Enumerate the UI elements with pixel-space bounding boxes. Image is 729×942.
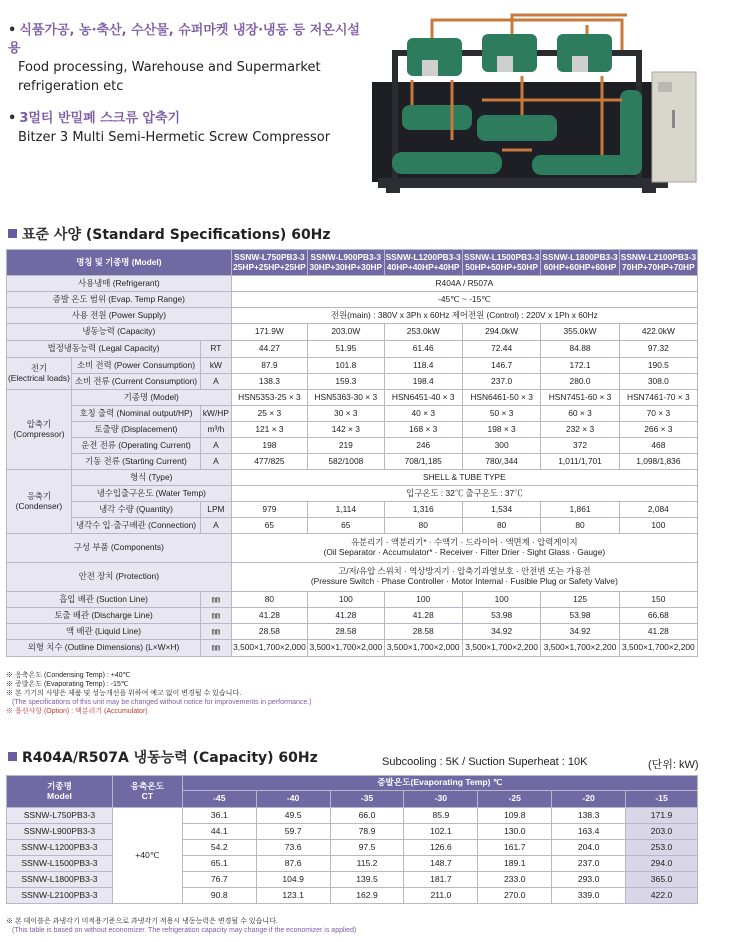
table-cell: 253.0 [626,840,698,856]
table-cell: 189.1 [478,856,552,872]
table-cell: 80 [462,518,540,534]
table-cell: 3,500×1,700×2,200 [462,640,540,657]
table-cell: 운전 전류 (Operating Current) [71,438,200,454]
cap-ct-value: +40℃ [112,808,182,904]
table-cell: 44.27 [231,341,307,358]
table-cell: 소비 전류 (Current Consumption) [71,374,200,390]
table-cell: 253.0kW [384,324,462,341]
table-cell: 토출량 (Displacement) [71,422,200,438]
bullet-1-en-line2: refrigeration etc [18,79,124,94]
table-cell: 53.98 [462,608,540,624]
table-cell: 339.0 [552,888,626,904]
table-cell: 138.3 [231,374,307,390]
table-cell: 2,084 [619,502,697,518]
table-cell: 422.0 [626,888,698,904]
table-cell: 유분리기 · 액분리기* · 수액기 · 드라이어 · 액면계 · 압력게이지 (Oil Separator · Accumulator* · Receiver · Filter Drier · Sight Glass · Gauge) [231,534,697,563]
bullet-1-en-line1: Food processing, Warehouse and Supermarket [18,60,321,75]
table-cell: 171.9W [231,324,307,341]
cap-model-header: 기종명 Model [7,776,113,808]
table-cell: 49.5 [256,808,330,824]
table-row [7,824,698,840]
table-cell: 161.7 [478,840,552,856]
spec-row-liquid [7,624,698,640]
table-cell: 300 [462,438,540,454]
table-header-cell: -45 [182,791,256,808]
intro [8,22,368,147]
table-cell: 198.4 [384,374,462,390]
table-cell: A [201,438,232,454]
spec-row-refrigerant [7,276,698,292]
table-cell: kW [201,358,232,374]
spec-row-operating-current [7,438,698,454]
table-cell: 100 [308,592,384,608]
table-cell: 708/1,185 [384,454,462,470]
table-cell: 구성 부품 (Components) [7,534,232,563]
table-cell: 138.3 [552,808,626,824]
table-cell: ㎜ [201,624,232,640]
table-cell: 외형 치수 (Outline Dimensions) (L×W×H) [7,640,201,657]
table-cell: SSNW-L1200PB3-3 [7,840,113,856]
spec-model-header: SSNW-L2100PB3-3 70HP+70HP+70HP [619,250,697,276]
table-cell: 51.95 [308,341,384,358]
table-cell: SSNW-L1800PB3-3 [7,872,113,888]
table-cell: 146.7 [462,358,540,374]
table-cell: 100 [462,592,540,608]
table-cell: 232 × 3 [541,422,619,438]
table-cell: RT [201,341,232,358]
table-cell: SSNW-L2100PB3-3 [7,888,113,904]
table-header-cell: -30 [404,791,478,808]
spec-row-dimensions [7,640,698,657]
table-cell: 증발 온도 범위 (Evap. Temp Range) [7,292,232,308]
spec-row-cond-type [7,470,698,486]
square-bullet-icon [8,752,17,761]
compressor-group: 압축기 (Compressor) [7,390,72,470]
spec-model-header: SSNW-L1800PB3-3 60HP+60HP+60HP [541,250,619,276]
table-row [7,808,698,824]
table-cell: 190.5 [619,358,697,374]
table-cell: 25 × 3 [231,406,307,422]
table-cell: 30 × 3 [308,406,384,422]
table-cell: 형식 (Type) [71,470,231,486]
table-cell: SSNW-L900PB3-3 [7,824,113,840]
table-cell: HSN6461-50 × 3 [462,390,540,406]
capacity-section-title: R404A/R507A 냉동능력 (Capacity) 60Hz [8,747,318,767]
table-cell: SSNW-L750PB3-3 [7,808,113,824]
table-cell: 100 [619,518,697,534]
table-cell: 59.7 [256,824,330,840]
table-cell: 582/1008 [308,454,384,470]
spec-row-current-consumption [7,374,698,390]
table-cell: 80 [231,592,307,608]
table-cell: 80 [541,518,619,534]
table-cell: 142 × 3 [308,422,384,438]
table-cell: 270.0 [478,888,552,904]
spec-row-evap [7,292,698,308]
table-cell: 냉수입출구온도 (Water Temp) [71,486,231,502]
table-cell: 입구온도 : 32℃ 출구온도 : 37℃ [231,486,697,502]
table-cell: 76.7 [182,872,256,888]
table-cell: 204.0 [552,840,626,856]
table-cell: 28.58 [231,624,307,640]
table-cell: 115.2 [330,856,404,872]
table-cell: 80 [384,518,462,534]
table-cell: 40 × 3 [384,406,462,422]
table-cell: 냉각수 입·출구배관 (Connection) [71,518,200,534]
table-header-cell: -35 [330,791,404,808]
table-cell: 41.28 [231,608,307,624]
table-cell: HSN5353-25 × 3 [231,390,307,406]
table-cell: 125 [541,592,619,608]
table-cell: 3,500×1,700×2,200 [541,640,619,657]
spec-row-capacity [7,324,698,341]
table-cell: 237.0 [462,374,540,390]
table-cell: 100 [384,592,462,608]
table-cell: 87.6 [256,856,330,872]
table-cell: 1,316 [384,502,462,518]
table-cell: 3,500×1,700×2,000 [308,640,384,657]
table-cell: 121 × 3 [231,422,307,438]
table-cell: HSN5363-30 × 3 [308,390,384,406]
table-cell: ㎜ [201,608,232,624]
spec-notes: ※ 응축온도 (Condensing Temp) : +40℃ ※ 증발온도 (Evaporating Temp) : -15℃ ※ 본 기기의 사양은 제품 및 성능개선을 위하여 예고 없이 변경될 수 있습니다. (The specifications of this unit may be changed without notice for improvements in performance.) ※ 옵션사항 (Option) : 액분리기 (Accumulator) [6,672,312,715]
spec-model-header: SSNW-L900PB3-3 30HP+30HP+30HP [308,250,384,276]
table-cell: 97.32 [619,341,697,358]
cap-evap-header: 증발온도(Evaporating Temp) ℃ [182,776,697,791]
capacity-subtitle: Subcooling : 5K / Suction Superheat : 10K [382,756,588,768]
table-cell: HSN7451-60 × 3 [541,390,619,406]
table-cell: 150 [619,592,697,608]
table-cell: 기동 전류 (Starting Current) [71,454,200,470]
table-cell: A [201,374,232,390]
table-cell: 85.9 [404,808,478,824]
table-cell: 냉각 수량 (Quantity) [71,502,200,518]
capacity-notes: ※ 본 데이블은 과냉각기 미적용기준으로 과냉각기 적용시 냉동능력은 변경될 수 있습니다. (This table is based on without economizer. The refrigeration capacity may change if the economizer is applied) [6,918,357,934]
table-cell: 44.1 [182,824,256,840]
table-cell: 28.58 [308,624,384,640]
table-cell: HSN7461-70 × 3 [619,390,697,406]
table-cell: 28.58 [384,624,462,640]
table-cell: 308.0 [619,374,697,390]
spec-model-header: SSNW-L1500PB3-3 50HP+50HP+50HP [462,250,540,276]
spec-row-components [7,534,698,563]
table-cell: A [201,454,232,470]
table-cell: 97.5 [330,840,404,856]
table-cell: 172.1 [541,358,619,374]
table-cell: 61.46 [384,341,462,358]
table-cell: SHELL & TUBE TYPE [231,470,697,486]
table-cell: 84.88 [541,341,619,358]
capacity-unit: (단위: kW) [648,759,699,771]
table-cell: 36.1 [182,808,256,824]
condenser-group: 응축기 (Condenser) [7,470,72,534]
table-cell: 372 [541,438,619,454]
table-row [7,840,698,856]
table-cell: 219 [308,438,384,454]
cap-ct-header: 응축온도 CT [112,776,182,808]
table-row [7,856,698,872]
spec-header-label: 명칭 및 기종명 (Model) [7,250,232,276]
table-cell: 198 [231,438,307,454]
table-cell: 1,114 [308,502,384,518]
spec-row-discharge [7,608,698,624]
table-header-cell: -20 [552,791,626,808]
spec-row-power [7,308,698,324]
table-cell: 109.8 [478,808,552,824]
table-cell: 41.28 [308,608,384,624]
table-cell: 162.9 [330,888,404,904]
table-cell: 233.0 [478,872,552,888]
table-cell: 1,534 [462,502,540,518]
spec-row-protection [7,563,698,592]
table-cell: 280.0 [541,374,619,390]
table-cell: 호칭 출력 (Nominal output/HP) [71,406,200,422]
table-header-cell: -40 [256,791,330,808]
table-cell: LPM [201,502,232,518]
table-cell: 3,500×1,700×2,000 [384,640,462,657]
table-cell: 422.0kW [619,324,697,341]
cap-header-row-1 [7,776,698,791]
table-cell: 102.1 [404,824,478,840]
table-cell: 토출 배관 (Discharge Line) [7,608,201,624]
table-cell: 41.28 [619,624,697,640]
table-cell: 소비 전력 (Power Consumption) [71,358,200,374]
table-cell: kW/HP [201,406,232,422]
table-cell: 34.92 [462,624,540,640]
table-cell: 126.6 [404,840,478,856]
table-cell: 780/,344 [462,454,540,470]
spec-row-suction [7,592,698,608]
table-cell: 41.28 [384,608,462,624]
table-cell: 65 [231,518,307,534]
table-cell: SSNW-L1500PB3-3 [7,856,113,872]
table-cell: 냉동능력 (Capacity) [7,324,232,341]
bullet-2-ko: • 3멀티 반밀폐 스크류 압축기 [8,111,181,126]
table-cell: 고/저/유압 스위치 · 역상방지기 · 압축기과열보호 · 안전변 또는 가용전 (Pressure Switch · Phase Controller · Motor Internal · Fusible Plug or Safety Valve) [231,563,697,592]
table-cell: 87.9 [231,358,307,374]
table-cell: 266 × 3 [619,422,697,438]
spec-row-power-consumption [7,358,698,374]
table-cell: HSN6451-40 × 3 [384,390,462,406]
table-cell: 법정냉동능력 (Legal Capacity) [7,341,201,358]
table-cell: 1,011/1,701 [541,454,619,470]
table-cell: 73.6 [256,840,330,856]
table-cell: 흡입 배관 (Suction Line) [7,592,201,608]
bullet-2-en: Bitzer 3 Multi Semi-Hermetic Screw Compressor [18,130,331,145]
spec-row-nominal [7,406,698,422]
table-cell: 사용냉매 (Refrigerant) [7,276,232,292]
table-cell: ㎜ [201,640,232,657]
table-cell: 468 [619,438,697,454]
table-cell: 3,500×1,700×2,000 [231,640,307,657]
table-cell: 34.92 [541,624,619,640]
table-cell: 211.0 [404,888,478,904]
table-cell: 104.9 [256,872,330,888]
table-cell: 65.1 [182,856,256,872]
table-cell: 전원(main) : 380V x 3Ph x 60Hz 제어전원 (Control) : 220V x 1Ph x 60Hz [231,308,697,324]
table-cell: 293.0 [552,872,626,888]
spec-model-header: SSNW-L750PB3-3 25HP+25HP+25HP [231,250,307,276]
spec-row-starting-current [7,454,698,470]
spec-row-comp-model [7,390,698,406]
table-header-cell: -15 [626,791,698,808]
table-cell: A [201,518,232,534]
table-row [7,888,698,904]
table-cell: 66.0 [330,808,404,824]
table-cell: 기종명 (Model) [71,390,231,406]
table-cell: 181.7 [404,872,478,888]
table-cell: 사용 전원 (Power Supply) [7,308,232,324]
table-cell: 78.9 [330,824,404,840]
spec-header-row [7,250,698,276]
table-cell: 979 [231,502,307,518]
table-cell: 246 [384,438,462,454]
spec-row-connection [7,518,698,534]
table-cell: 70 × 3 [619,406,697,422]
table-cell: 365.0 [626,872,698,888]
compressor-unit-image [372,10,702,195]
spec-row-water-temp [7,486,698,502]
table-cell: 1,861 [541,502,619,518]
table-cell: 130.0 [478,824,552,840]
table-cell: 203.0 [626,824,698,840]
spec-row-displacement [7,422,698,438]
table-cell: 72.44 [462,341,540,358]
table-cell: 294.0kW [462,324,540,341]
table-cell: 65 [308,518,384,534]
square-bullet-icon [8,229,17,238]
table-cell: 163.4 [552,824,626,840]
table-cell: 148.7 [404,856,478,872]
table-cell: 90.8 [182,888,256,904]
table-cell: 203.0W [308,324,384,341]
spec-section-title: 표준 사양 (Standard Specifications) 60Hz [8,224,331,244]
table-cell: 1,098/1,836 [619,454,697,470]
table-cell: 50 × 3 [462,406,540,422]
table-cell: 477/825 [231,454,307,470]
table-cell: 198 × 3 [462,422,540,438]
capacity-table [6,775,698,904]
table-cell: 3,500×1,700×2,200 [619,640,697,657]
table-row [7,872,698,888]
table-cell: 118.4 [384,358,462,374]
table-cell: 54.2 [182,840,256,856]
table-header-cell: -25 [478,791,552,808]
table-cell: 171.9 [626,808,698,824]
table-cell: 237.0 [552,856,626,872]
spec-row-quantity [7,502,698,518]
table-cell: 53.98 [541,608,619,624]
table-cell: 139.5 [330,872,404,888]
elec-group: 전기 (Electrical loads) [7,358,72,390]
spec-row-legal [7,341,698,358]
table-cell: 159.3 [308,374,384,390]
table-cell: 294.0 [626,856,698,872]
table-cell: 66.68 [619,608,697,624]
spec-model-header: SSNW-L1200PB3-3 40HP+40HP+40HP [384,250,462,276]
spec-table [6,249,698,657]
table-cell: 안전 장치 (Protection) [7,563,232,592]
table-cell: R404A / R507A [231,276,697,292]
table-cell: 액 배관 (Liquid Line) [7,624,201,640]
table-cell: ㎜ [201,592,232,608]
table-cell: 60 × 3 [541,406,619,422]
table-cell: m³/h [201,422,232,438]
table-cell: 355.0kW [541,324,619,341]
table-cell: 123.1 [256,888,330,904]
table-cell: -45℃ ~ -15℃ [231,292,697,308]
bullet-1-ko: • 식품가공, 농·축산, 수산물, 슈퍼마켓 냉장·냉동 등 저온시설용 [8,23,360,56]
table-cell: 101.8 [308,358,384,374]
table-cell: 168 × 3 [384,422,462,438]
